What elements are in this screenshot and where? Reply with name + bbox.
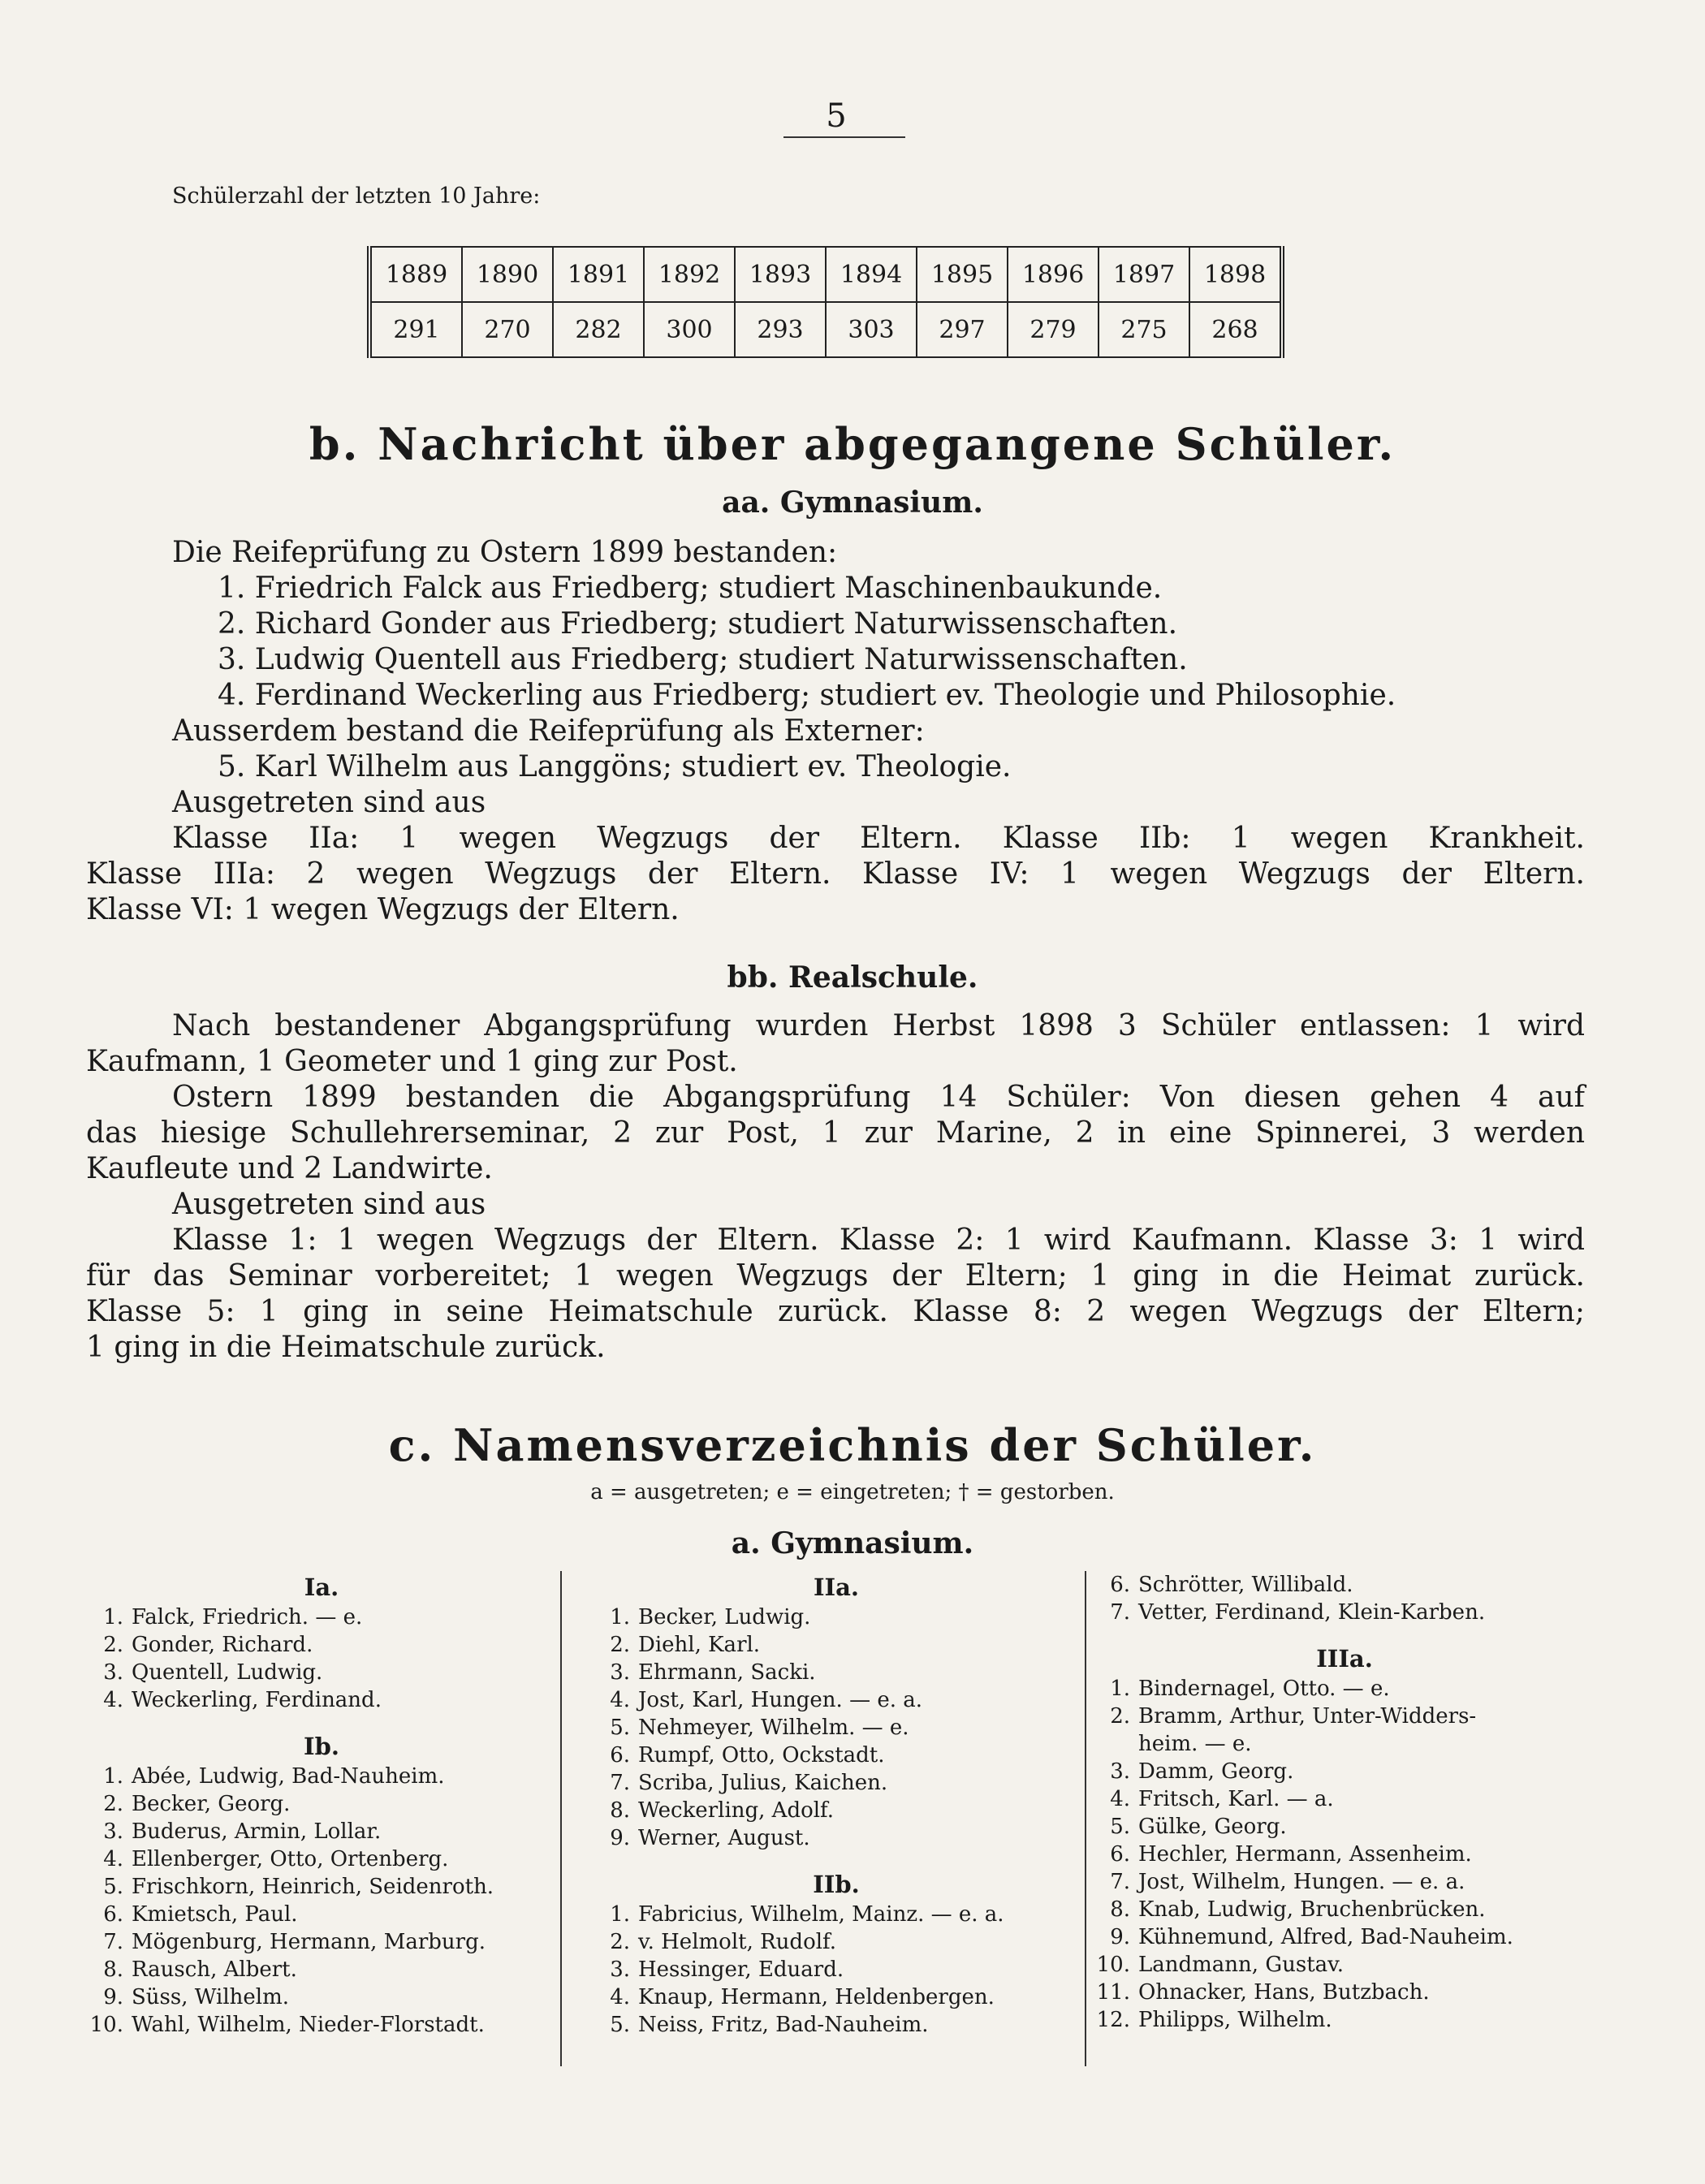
student-entry [1093, 1599, 1596, 1626]
class-heading: Ia. [304, 1573, 339, 1601]
entry-number: 4. [610, 1985, 630, 2009]
entry-number: 3. [610, 1957, 630, 1982]
student-name: Diehl, Karl. [638, 1633, 761, 1657]
student-entry [1093, 1758, 1596, 1785]
student-entry [86, 1928, 557, 1956]
student-name: Vetter, Ferdinand, Klein-Karben. [1138, 1600, 1486, 1625]
student-entry [593, 1714, 1080, 1742]
gym-line: Klasse IIa: 1 wegen Wegzugs der Eltern. Klasse IIb: 1 wegen Krankheit. [172, 822, 1585, 855]
count-cell: 270 [462, 302, 553, 357]
entry-number: 4. [103, 1688, 123, 1712]
entry-number: 10. [1096, 1953, 1130, 1977]
student-entry [1093, 1730, 1596, 1758]
year-cell: 1890 [462, 247, 553, 302]
student-entry [86, 1631, 557, 1659]
student-entry [593, 1901, 1080, 1928]
stats-label: Schülerzahl der letzten 10 Jahre: [172, 183, 541, 209]
class-heading: IIb. [813, 1871, 860, 1898]
count-cell: 303 [826, 302, 917, 357]
entry-number: 3. [103, 1819, 123, 1844]
student-entry [86, 1873, 557, 1901]
gym-line: Die Reifeprüfung zu Ostern 1899 bestanden: [172, 536, 838, 569]
column-divider [1085, 1571, 1086, 2066]
entry-number: 7. [1110, 1870, 1130, 1894]
student-name: Falck, Friedrich. — e. [132, 1605, 363, 1629]
student-name: Landmann, Gustav. [1138, 1953, 1345, 1977]
entry-number: 6. [103, 1902, 123, 1927]
entry-number: 8. [103, 1957, 123, 1982]
student-entry [86, 2011, 557, 2039]
real-line: Klasse 1: 1 wegen Wegzugs der Eltern. Klasse 2: 1 wird Kaufmann. Klasse 3: 1 wird [172, 1224, 1585, 1257]
class-heading: IIa. [813, 1573, 860, 1601]
entry-number: 11. [1096, 1980, 1130, 2005]
student-name: Ellenberger, Otto, Ortenberg. [132, 1847, 449, 1871]
student-entry [593, 1769, 1080, 1797]
student-entry [1093, 1813, 1596, 1841]
count-cell: 279 [1008, 302, 1099, 357]
enrollment-table [367, 246, 1284, 358]
gym-line: Ausgetreten sind aus [172, 786, 486, 819]
student-entry [593, 1797, 1080, 1824]
student-entry [86, 1983, 557, 2011]
entry-number: 9. [1110, 1925, 1130, 1949]
class-column-2 [593, 1571, 1080, 2039]
student-name: Werner, August. [638, 1826, 810, 1850]
student-entry [86, 1686, 557, 1714]
count-cell: 293 [735, 302, 826, 357]
year-cell: 1894 [826, 247, 917, 302]
count-cell: 282 [553, 302, 644, 357]
entry-number: 8. [1110, 1897, 1130, 1922]
count-cell: 300 [644, 302, 735, 357]
student-entry [86, 1790, 557, 1818]
gymnasium-heading: aa. Gymnasium. [722, 486, 983, 520]
student-name: Hechler, Hermann, Assenheim. [1138, 1842, 1472, 1867]
student-name: Weckerling, Adolf. [638, 1798, 835, 1823]
student-name: Süss, Wilhelm. [132, 1985, 290, 2009]
student-name: Weckerling, Ferdinand. [132, 1688, 382, 1712]
real-line: Kaufleute und 2 Landwirte. [86, 1152, 493, 1185]
gym-line: Klasse VI: 1 wegen Wegzugs der Eltern. [86, 893, 680, 926]
entry-number: 4. [1110, 1787, 1130, 1811]
student-entry [593, 1824, 1080, 1852]
student-name: Bramm, Arthur, Unter-Widders- [1138, 1704, 1477, 1729]
entry-number: 9. [610, 1826, 630, 1850]
entry-number: 5. [610, 1716, 630, 1740]
student-name: Gülke, Georg. [1138, 1815, 1287, 1839]
student-entry [593, 2011, 1080, 2039]
entry-number: 1. [103, 1764, 123, 1789]
student-entry [86, 1763, 557, 1790]
student-name: Ehrmann, Sacki. [638, 1660, 816, 1685]
student-name: Knaup, Hermann, Heldenbergen. [638, 1985, 995, 2009]
student-entry [1093, 2006, 1596, 2034]
count-cell: 268 [1189, 302, 1282, 357]
student-name: v. Helmolt, Rudolf. [638, 1930, 837, 1954]
section-b-title: b. Nachricht über abgegangene Schüler. [309, 418, 1396, 470]
gym-line: 1. Friedrich Falck aus Friedberg; studiert Maschinenbaukunde. [218, 572, 1163, 605]
student-name: Fabricius, Wilhelm, Mainz. — e. a. [638, 1902, 1004, 1927]
entry-number: 1. [610, 1605, 630, 1629]
gym-line: 5. Karl Wilhelm aus Langgöns; studiert ev. Theologie. [218, 750, 1012, 783]
student-entry [86, 1603, 557, 1631]
abbreviation-legend: a = ausgetreten; e = eingetreten; † = gestorben. [590, 1480, 1115, 1504]
class-heading: Ib. [304, 1733, 339, 1760]
student-entry [86, 1659, 557, 1686]
student-name: Becker, Ludwig. [638, 1605, 811, 1629]
count-cell: 291 [369, 302, 462, 357]
student-entry [1093, 1896, 1596, 1923]
year-cell: 1896 [1008, 247, 1099, 302]
year-cell: 1891 [553, 247, 644, 302]
student-entry [593, 1631, 1080, 1659]
entry-number: 6. [610, 1743, 630, 1767]
student-entry [593, 1742, 1080, 1769]
entry-number: 7. [610, 1771, 630, 1795]
count-cell: 297 [917, 302, 1008, 357]
entry-number: 4. [610, 1688, 630, 1712]
header-rule [783, 136, 905, 138]
class-column-1 [86, 1571, 557, 2039]
entry-number: 3. [610, 1660, 630, 1685]
student-name: Becker, Georg. [132, 1792, 291, 1816]
real-line: 1 ging in die Heimatschule zurück. [86, 1331, 606, 1364]
student-name: Wahl, Wilhelm, Nieder-Florstadt. [132, 2013, 485, 2037]
spacer [593, 1852, 1080, 1868]
year-cell: 1892 [644, 247, 735, 302]
student-name: Hessinger, Eduard. [638, 1957, 844, 1982]
entry-number [1093, 1730, 1138, 1758]
entry-number: 10. [89, 2013, 123, 2037]
year-cell: 1898 [1189, 247, 1282, 302]
student-name: heim. — e. [1138, 1732, 1252, 1756]
student-entry [1093, 1703, 1596, 1730]
entry-number: 2. [103, 1792, 123, 1816]
year-cell: 1889 [369, 247, 462, 302]
realschule-heading: bb. Realschule. [727, 960, 978, 995]
year-cell: 1895 [917, 247, 1008, 302]
entry-number: 2. [1110, 1704, 1130, 1729]
entry-number: 7. [1110, 1600, 1130, 1625]
student-name: Fritsch, Karl. — a. [1138, 1787, 1334, 1811]
student-entry [86, 1956, 557, 1983]
student-name: Rausch, Albert. [132, 1957, 297, 1982]
student-name: Buderus, Armin, Lollar. [132, 1819, 382, 1844]
student-name: Ohnacker, Hans, Butzbach. [1138, 1980, 1430, 2005]
entry-number: 2. [610, 1930, 630, 1954]
year-cell: 1893 [735, 247, 826, 302]
student-entry [1093, 1675, 1596, 1703]
page-number: 5 [826, 97, 847, 135]
entry-number: 5. [1110, 1815, 1130, 1839]
count-cell: 275 [1099, 302, 1189, 357]
student-name: Schrötter, Willibald. [1138, 1573, 1353, 1597]
real-line: Klasse 5: 1 ging in seine Heimatschule zurück. Klasse 8: 2 wegen Wegzugs der Eltern; [86, 1295, 1585, 1328]
entry-number: 3. [1110, 1759, 1130, 1784]
entry-number: 12. [1096, 2008, 1130, 2032]
class-column-3 [1093, 1571, 1596, 2034]
entry-number: 5. [103, 1875, 123, 1899]
student-name: Kühnemund, Alfred, Bad-Nauheim. [1138, 1925, 1513, 1949]
entry-number: 1. [103, 1605, 123, 1629]
years-row [369, 247, 1282, 302]
student-entry [593, 1686, 1080, 1714]
column-divider [560, 1571, 562, 2066]
student-name: Jost, Wilhelm, Hungen. — e. a. [1138, 1870, 1465, 1894]
entry-number: 4. [103, 1847, 123, 1871]
year-cell: 1897 [1099, 247, 1189, 302]
entry-number: 5. [610, 2013, 630, 2037]
entry-number: 1. [1110, 1677, 1130, 1701]
gym-line: 4. Ferdinand Weckerling aus Friedberg; studiert ev. Theologie und Philosophie. [218, 679, 1396, 712]
entry-number: 2. [103, 1633, 123, 1657]
student-name: Rumpf, Otto, Ockstadt. [638, 1743, 885, 1767]
gym-line: Ausserdem bestand die Reifeprüfung als Externer: [172, 714, 925, 748]
student-entry [593, 1983, 1080, 2011]
spacer [86, 1714, 557, 1730]
student-name: Jost, Karl, Hungen. — e. a. [638, 1688, 923, 1712]
student-name: Philipps, Wilhelm. [1138, 2008, 1332, 2032]
student-name: Neiss, Fritz, Bad-Nauheim. [638, 2013, 929, 2037]
student-name: Knab, Ludwig, Bruchenbrücken. [1138, 1897, 1486, 1922]
entry-number: 6. [1110, 1573, 1130, 1597]
entry-number: 8. [610, 1798, 630, 1823]
student-entry [86, 1845, 557, 1873]
real-line: für das Seminar vorbereitet; 1 wegen Wegzugs der Eltern; 1 ging in die Heimat zurück. [86, 1259, 1585, 1293]
entry-number: 9. [103, 1985, 123, 2009]
student-entry [593, 1928, 1080, 1956]
real-line: Ausgetreten sind aus [172, 1188, 486, 1221]
student-entry [1093, 1571, 1596, 1599]
entry-number: 2. [610, 1633, 630, 1657]
student-entry [593, 1603, 1080, 1631]
student-name: Bindernagel, Otto. — e. [1138, 1677, 1390, 1701]
entry-number: 7. [103, 1930, 123, 1954]
student-entry [1093, 1951, 1596, 1979]
student-name: Kmietsch, Paul. [132, 1902, 298, 1927]
entry-number: 1. [610, 1902, 630, 1927]
gym-line: 3. Ludwig Quentell aus Friedberg; studiert Naturwissenschaften. [218, 643, 1188, 676]
gym-line: 2. Richard Gonder aus Friedberg; studiert Naturwissenschaften. [218, 607, 1178, 641]
student-entry [86, 1818, 557, 1845]
class-heading: IIIa. [1316, 1645, 1373, 1673]
student-name: Nehmeyer, Wilhelm. — e. [638, 1716, 909, 1740]
student-name: Mögenburg, Hermann, Marburg. [132, 1930, 486, 1954]
spacer [1093, 1626, 1596, 1642]
real-line: das hiesige Schullehrerseminar, 2 zur Post, 1 zur Marine, 2 in eine Spinnerei, 3 werden [86, 1116, 1585, 1150]
student-name: Frischkorn, Heinrich, Seidenroth. [132, 1875, 494, 1899]
gymnasium-list-heading: a. Gymnasium. [731, 1526, 974, 1560]
gym-line: Klasse IIIa: 2 wegen Wegzugs der Eltern. Klasse IV: 1 wegen Wegzugs der Eltern. [86, 857, 1585, 891]
student-entry [593, 1659, 1080, 1686]
counts-row [369, 302, 1282, 357]
entry-number: 6. [1110, 1842, 1130, 1867]
real-line: Kaufmann, 1 Geometer und 1 ging zur Post. [86, 1045, 738, 1078]
real-line: Nach bestandener Abgangsprüfung wurden Herbst 1898 3 Schüler entlassen: 1 wird [172, 1009, 1585, 1042]
student-entry [86, 1901, 557, 1928]
student-name: Gonder, Richard. [132, 1633, 313, 1657]
student-entry [1093, 1868, 1596, 1896]
student-entry [1093, 1785, 1596, 1813]
section-c-title: c. Namensverzeichnis der Schüler. [388, 1419, 1317, 1471]
student-entry [1093, 1923, 1596, 1951]
student-name: Scriba, Julius, Kaichen. [638, 1771, 888, 1795]
student-entry [1093, 1841, 1596, 1868]
student-name: Damm, Georg. [1138, 1759, 1294, 1784]
student-name: Abée, Ludwig, Bad-Nauheim. [132, 1764, 445, 1789]
student-entry [1093, 1979, 1596, 2006]
real-line: Ostern 1899 bestanden die Abgangsprüfung 14 Schüler: Von diesen gehen 4 auf [172, 1081, 1585, 1114]
student-name: Quentell, Ludwig. [132, 1660, 323, 1685]
entry-number: 3. [103, 1660, 123, 1685]
student-entry [593, 1956, 1080, 1983]
